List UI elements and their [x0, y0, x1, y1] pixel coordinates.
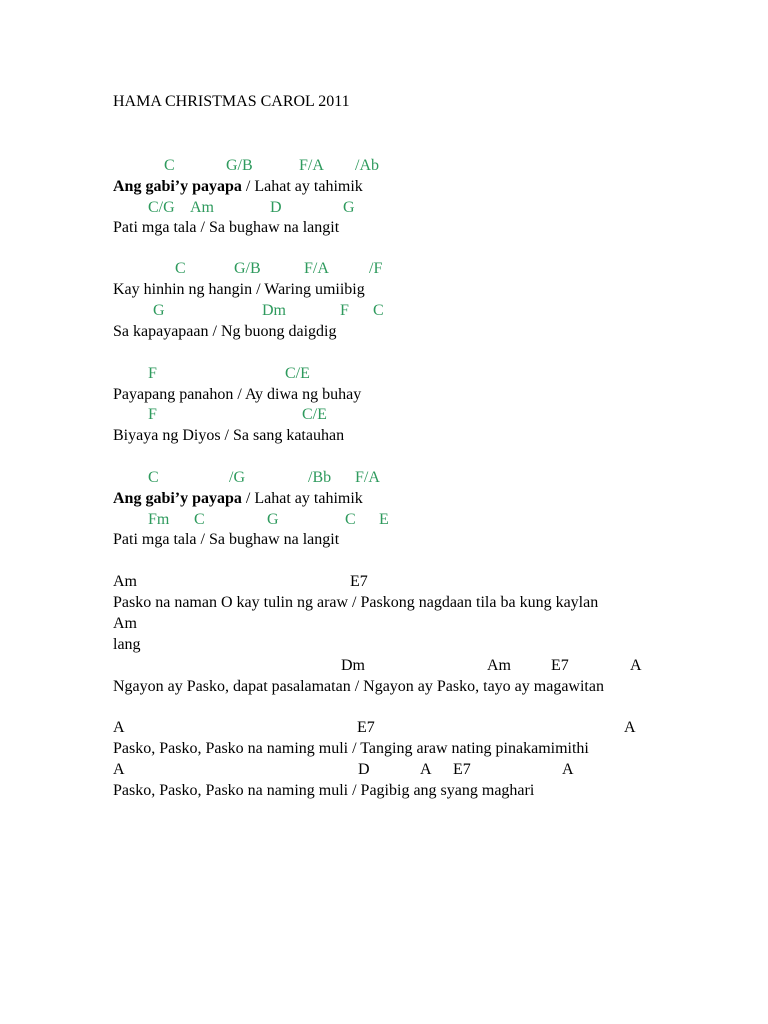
lyric-line	[113, 739, 768, 759]
chord-label: A	[420, 761, 432, 778]
chord-label: D	[358, 761, 370, 778]
chord-label: C/E	[302, 406, 327, 423]
chord-label: Am	[113, 573, 137, 590]
chord-label: C	[373, 302, 384, 319]
lyric-bold-text: Ang gabi’y payapa	[113, 178, 242, 195]
chord-line	[0, 198, 768, 218]
text-line	[0, 760, 768, 780]
chord-label: F/A	[355, 469, 380, 486]
chord-label: A	[113, 719, 125, 736]
lyric-line	[113, 489, 768, 509]
chord-label: E7	[350, 573, 368, 590]
chord-label: C	[164, 157, 175, 174]
chord-label: /Bb	[308, 469, 332, 486]
chord-label: C	[194, 511, 205, 528]
chord-label: Dm	[262, 302, 286, 319]
lyric-text: Payapang panahon / Ay diwa ng buhay	[113, 386, 362, 403]
lyric-text: / Lahat ay tahimik	[241, 490, 363, 507]
chord-line	[0, 364, 768, 384]
chord-label: G	[343, 199, 355, 216]
chord-label: E	[379, 511, 389, 528]
chord-label: /Ab	[355, 157, 379, 174]
chord-label: C/G	[148, 199, 175, 216]
lyric-text: Pasko, Pasko, Pasko na naming muli / Tanging araw nating pinakamimithi	[113, 740, 589, 757]
lyric-text: Ngayon ay Pasko, dapat pasalamatan / Ngayon ay Pasko, tayo ay magawitan	[113, 678, 604, 695]
lyric-text: Pati mga tala / Sa bughaw na langit	[113, 531, 340, 548]
chord-label: Am	[190, 199, 214, 216]
chord-label: D	[270, 199, 282, 216]
lyric-line	[113, 280, 768, 300]
chord-label: C/E	[285, 365, 310, 382]
chord-label: A	[624, 719, 636, 736]
chord-line	[0, 468, 768, 488]
lyric-line	[113, 530, 768, 550]
chord-label: F/A	[299, 157, 324, 174]
lyric-text: Biyaya ng Diyos / Sa sang katauhan	[113, 427, 345, 444]
chord-label: Fm	[148, 511, 170, 528]
document-title	[113, 92, 768, 112]
chord-label: E7	[357, 719, 375, 736]
chord-label: F	[340, 302, 349, 319]
chord-line	[0, 156, 768, 176]
lyric-text: lang	[113, 636, 141, 653]
lyric-line	[113, 322, 768, 342]
chord-label: C	[175, 260, 186, 277]
lyric-text: Pati mga tala / Sa bughaw na langit	[113, 219, 340, 236]
chord-label: F	[148, 365, 157, 382]
text-line	[0, 656, 768, 676]
lyric-text: Kay hinhin ng hangin / Waring umiibig	[113, 281, 365, 298]
chord-label: Am	[487, 657, 511, 674]
lyric-bold-text: Ang gabi’y payapa	[113, 490, 242, 507]
chord-label: A	[562, 761, 574, 778]
chord-label: A	[113, 761, 125, 778]
chord-line	[0, 301, 768, 321]
chord-label: G	[267, 511, 279, 528]
chord-line	[0, 405, 768, 425]
chord-line	[0, 259, 768, 279]
lyric-text: HAMA CHRISTMAS CAROL 2011	[113, 93, 350, 110]
chord-label: /F	[369, 260, 383, 277]
chord-label: Dm	[341, 657, 365, 674]
chord-label: E7	[551, 657, 569, 674]
lyric-line	[113, 385, 768, 405]
lyric-line	[113, 177, 768, 197]
text-line	[113, 635, 768, 655]
lyric-line	[113, 593, 768, 613]
lyric-text: Am	[113, 615, 137, 632]
lyric-text: Pasko, Pasko, Pasko na naming muli / Pagibig ang syang maghari	[113, 782, 535, 799]
text-line	[0, 572, 768, 592]
lyric-line	[113, 677, 768, 697]
text-line	[113, 614, 768, 634]
lyric-text: Sa kapayapaan / Ng buong daigdig	[113, 323, 337, 340]
chord-label: G/B	[226, 157, 253, 174]
chord-label: E7	[453, 761, 471, 778]
lyric-line	[113, 218, 768, 238]
chord-label: /G	[229, 469, 245, 486]
lyric-line	[113, 781, 768, 801]
chord-label: F	[148, 406, 157, 423]
chord-label: C	[345, 511, 356, 528]
lyric-line	[113, 426, 768, 446]
chord-label: F/A	[304, 260, 329, 277]
chord-line	[0, 510, 768, 530]
chord-label: C	[148, 469, 159, 486]
lyric-text: / Lahat ay tahimik	[241, 178, 363, 195]
text-line	[0, 718, 768, 738]
lyric-text: Pasko na naman O kay tulin ng araw / Paskong nagdaan tila ba kung kaylan	[113, 594, 599, 611]
chord-label: G	[153, 302, 165, 319]
chord-label: G/B	[234, 260, 261, 277]
chord-label: A	[630, 657, 642, 674]
